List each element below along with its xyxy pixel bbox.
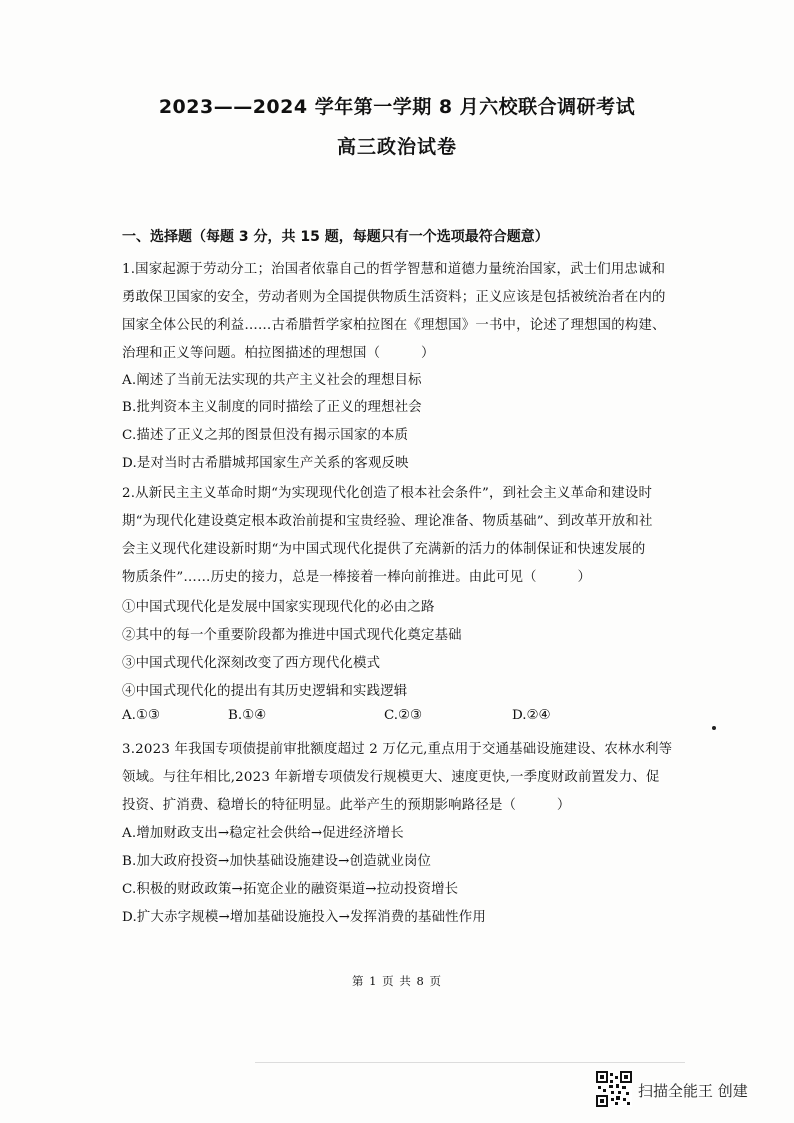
question-2-line-1: 2.从新民主主义革命时期“为实现现代化创造了根本社会条件”，到社会主义革命和建设时 — [122, 486, 653, 501]
question-2-statement-2: ②其中的每一个重要阶段都为推进中国式现代化奠定基础 — [122, 628, 462, 643]
question-1-option-c: C.描述了正义之邦的图景但没有揭示国家的本质 — [122, 428, 409, 443]
question-1-option-b: B.批判资本主义制度的同时描绘了正义的理想社会 — [122, 400, 422, 415]
question-2-line-3: 会主义现代化建设新时期“为中国式现代化提供了充满新的活力的体制保证和快速发展的 — [122, 542, 646, 557]
question-1-option-d: D.是对当时古希腊城邦国家生产关系的客观反映 — [122, 456, 409, 471]
question-3-line-1: 3.2023 年我国专项债提前审批额度超过 2 万亿元,重点用于交通基础设施建设、农林水利等 — [122, 742, 673, 757]
scanner-watermark: 扫描全能王 创建 — [638, 1082, 748, 1100]
bottom-rule — [255, 1062, 685, 1063]
question-1-line-3: 国家全体公民的利益……古希腊哲学家柏拉图在《理想国》一书中，论述了理想国的构建、 — [122, 318, 666, 333]
question-3-line-3: 投资、扩消费、稳增长的特征明显。此举产生的预期影响路径是（ ） — [122, 798, 571, 813]
section-heading: 一、选择题（每题 3 分，共 15 题，每题只有一个选项最符合题意） — [122, 229, 549, 245]
qr-code-icon — [596, 1071, 632, 1107]
question-3-option-d: D.扩大赤字规模→增加基础设施投入→发挥消费的基础性作用 — [122, 910, 486, 925]
question-3-option-a: A.增加财政支出→稳定社会供给→促进经济增长 — [122, 826, 404, 841]
scan-speck — [712, 726, 716, 730]
question-2-choice-a: A.①③ — [122, 708, 160, 723]
question-3-option-b: B.加大政府投资→加快基础设施建设→创造就业岗位 — [122, 854, 432, 869]
question-2-choice-c: C.②③ — [384, 708, 423, 723]
question-2-line-4: 物质条件”……历史的接力，总是一棒接着一棒向前推进。由此可见（ ） — [122, 570, 592, 585]
question-2-statement-3: ③中国式现代化深刻改变了西方现代化模式 — [122, 656, 381, 671]
question-2-choice-b: B.①④ — [228, 708, 267, 723]
page-number: 第 1 页 共 8 页 — [352, 974, 442, 988]
question-1-line-2: 勇敢保卫国家的安全，劳动者则为全国提供物质生活资料；正义应该是包括被统治者在内的 — [122, 290, 666, 305]
exam-subtitle: 高三政治试卷 — [336, 136, 457, 158]
question-1-line-4: 治理和正义等问题。柏拉图描述的理想国（ ） — [122, 346, 435, 361]
question-1-option-a: A.阐述了当前无法实现的共产主义社会的理想目标 — [122, 373, 422, 388]
question-3-line-2: 领域。与往年相比,2023 年新增专项债发行规模更大、速度更快,一季度财政前置发力、促 — [122, 770, 660, 785]
question-2-statement-4: ④中国式现代化的提出有其历史逻辑和实践逻辑 — [122, 684, 408, 699]
exam-title: 2023——2024 学年第一学期 8 月六校联合调研考试 — [158, 96, 636, 118]
question-2-choice-d: D.②④ — [512, 708, 551, 723]
question-3-option-c: C.积极的财政政策→拓宽企业的融资渠道→拉动投资增长 — [122, 882, 459, 897]
question-2-statement-1: ①中国式现代化是发展中国家实现现代化的必由之路 — [122, 600, 435, 615]
question-1-line-1: 1.国家起源于劳动分工；治国者依靠自己的哲学智慧和道德力量统治国家，武士们用忠诚和 — [122, 262, 666, 277]
question-2-line-2: 期“为现代化建设奠定根本政治前提和宝贵经验、理论准备、物质基础”、到改革开放和社 — [122, 514, 653, 529]
